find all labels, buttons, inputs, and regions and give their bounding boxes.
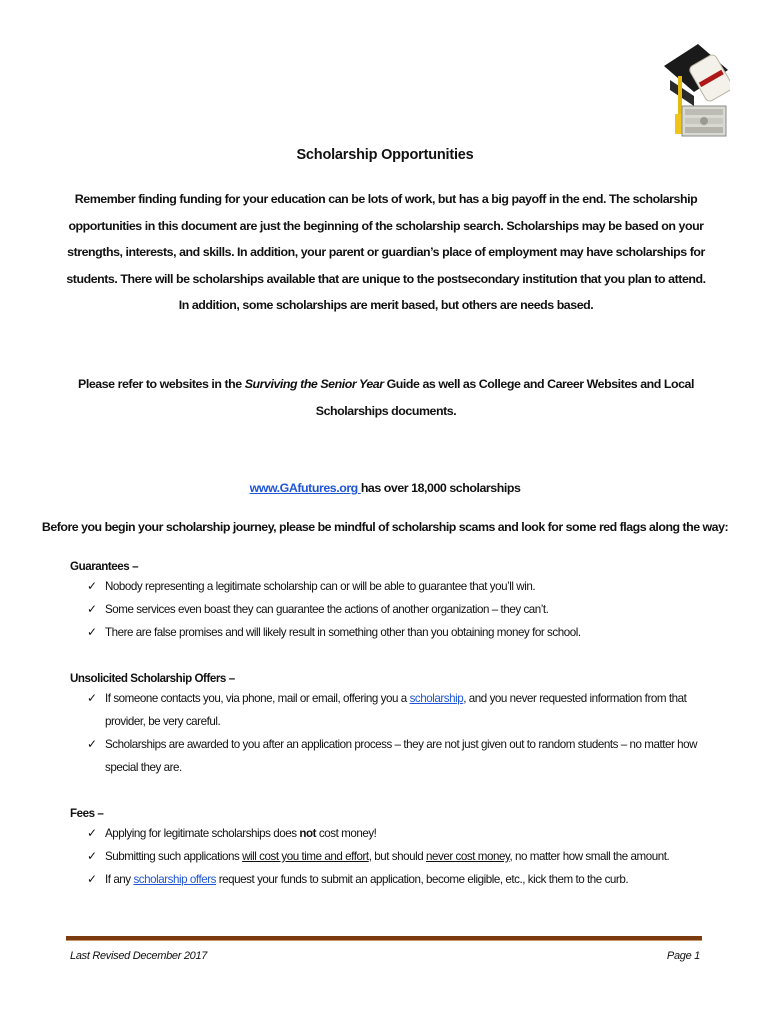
refer-text-after: Guide as well as College and Career Websites and Local Scholarships documents. (315, 377, 694, 418)
guarantees-list (70, 575, 710, 644)
refer-text-before: Please refer to websites in the (78, 377, 245, 391)
scholarship-offers-link[interactable]: scholarship offers (133, 873, 216, 886)
unsolicited-list (70, 687, 710, 779)
refer-paragraph (66, 371, 706, 425)
graduation-cap-money-logo (658, 36, 730, 140)
list-item-text: If any (105, 873, 134, 886)
list-item-text: Scholarships are awarded to you after an application process – they are not just given out to random students – no matter how special they are. (105, 738, 698, 774)
list-item-text: Some services even boast they can guarantee the actions of another organization – they can’t. (105, 603, 549, 616)
checkmark-icon: ✓ (87, 602, 97, 616)
list-item (70, 575, 710, 598)
checkmark-icon: ✓ (87, 849, 97, 863)
list-item (70, 845, 710, 868)
intro-paragraph: Remember finding funding for your education can be lots of work, but has a big payoff in the end. The scholarship opportunities in this document are just the beginning of the scholarship search. Scholarships may be based on your strengths, interests, and skills. In addition, your parent or guardian’s place of employment may have scholarships for students. There will be scholarships available that are unique to the postsecondary institution that you plan to attend. In addition, some scholarships are merit based, but others are needs based. (66, 192, 706, 312)
checkmark-icon: ✓ (87, 826, 97, 840)
guarantees-section (70, 560, 710, 644)
emphasis-not: not (299, 827, 317, 840)
list-item-text: Nobody representing a legitimate scholarship can or will be able to guarantee that you’ll win. (105, 580, 536, 593)
footer-revised-date: Last Revised December 2017 (70, 950, 208, 962)
fees-heading: Fees – (70, 807, 104, 820)
unsolicited-offers-section (70, 672, 710, 779)
gafutures-text: has over 18,000 scholarships (360, 481, 521, 495)
checkmark-icon: ✓ (87, 872, 97, 886)
guide-title: Surviving the Senior Year (244, 377, 384, 391)
list-item-text: Applying for legitimate scholarships does (105, 827, 300, 840)
list-item-text: , and you never requested information from that provider, be very careful. (105, 692, 687, 728)
list-item (70, 621, 710, 644)
document-title: Scholarship Opportunities (296, 147, 474, 163)
checkmark-icon: ✓ (87, 691, 97, 705)
list-item-text: request your funds to submit an application, become eligible, etc., kick them to the curb. (216, 873, 629, 886)
gafutures-link[interactable]: www.GAfutures.org (249, 481, 361, 495)
list-item-text: cost money! (316, 827, 377, 840)
fees-list (70, 822, 710, 891)
list-item (70, 598, 710, 621)
list-item-text: If someone contacts you, via phone, mail or email, offering you a (105, 692, 410, 705)
unsolicited-heading: Unsolicited Scholarship Offers – (70, 672, 235, 685)
gafutures-line (0, 481, 770, 495)
checkmark-icon: ✓ (87, 579, 97, 593)
underlined-text: will cost you time and effort (242, 850, 369, 863)
guarantees-heading: Guarantees – (70, 560, 139, 573)
underlined-text: never cost money (426, 850, 510, 863)
footer-divider (66, 936, 702, 941)
list-item (70, 733, 710, 779)
list-item (70, 822, 710, 845)
list-item (70, 687, 710, 733)
scam-warning-heading: Before you begin your scholarship journey, please be mindful of scholarship scams and look for some red flags along the way: (41, 520, 729, 534)
footer-page-number: Page 1 (666, 950, 700, 962)
list-item-text: , but should (368, 850, 427, 863)
checkmark-icon: ✓ (87, 737, 97, 751)
list-item-text: There are false promises and will likely result in something other than you obtaining money for school. (105, 626, 581, 639)
list-item-text: Submitting such applications (105, 850, 243, 863)
list-item (70, 868, 710, 891)
scholarship-link[interactable]: scholarship (409, 692, 464, 705)
fees-section (70, 807, 710, 891)
list-item-text: , no matter how small the amount. (509, 850, 670, 863)
checkmark-icon: ✓ (87, 625, 97, 639)
